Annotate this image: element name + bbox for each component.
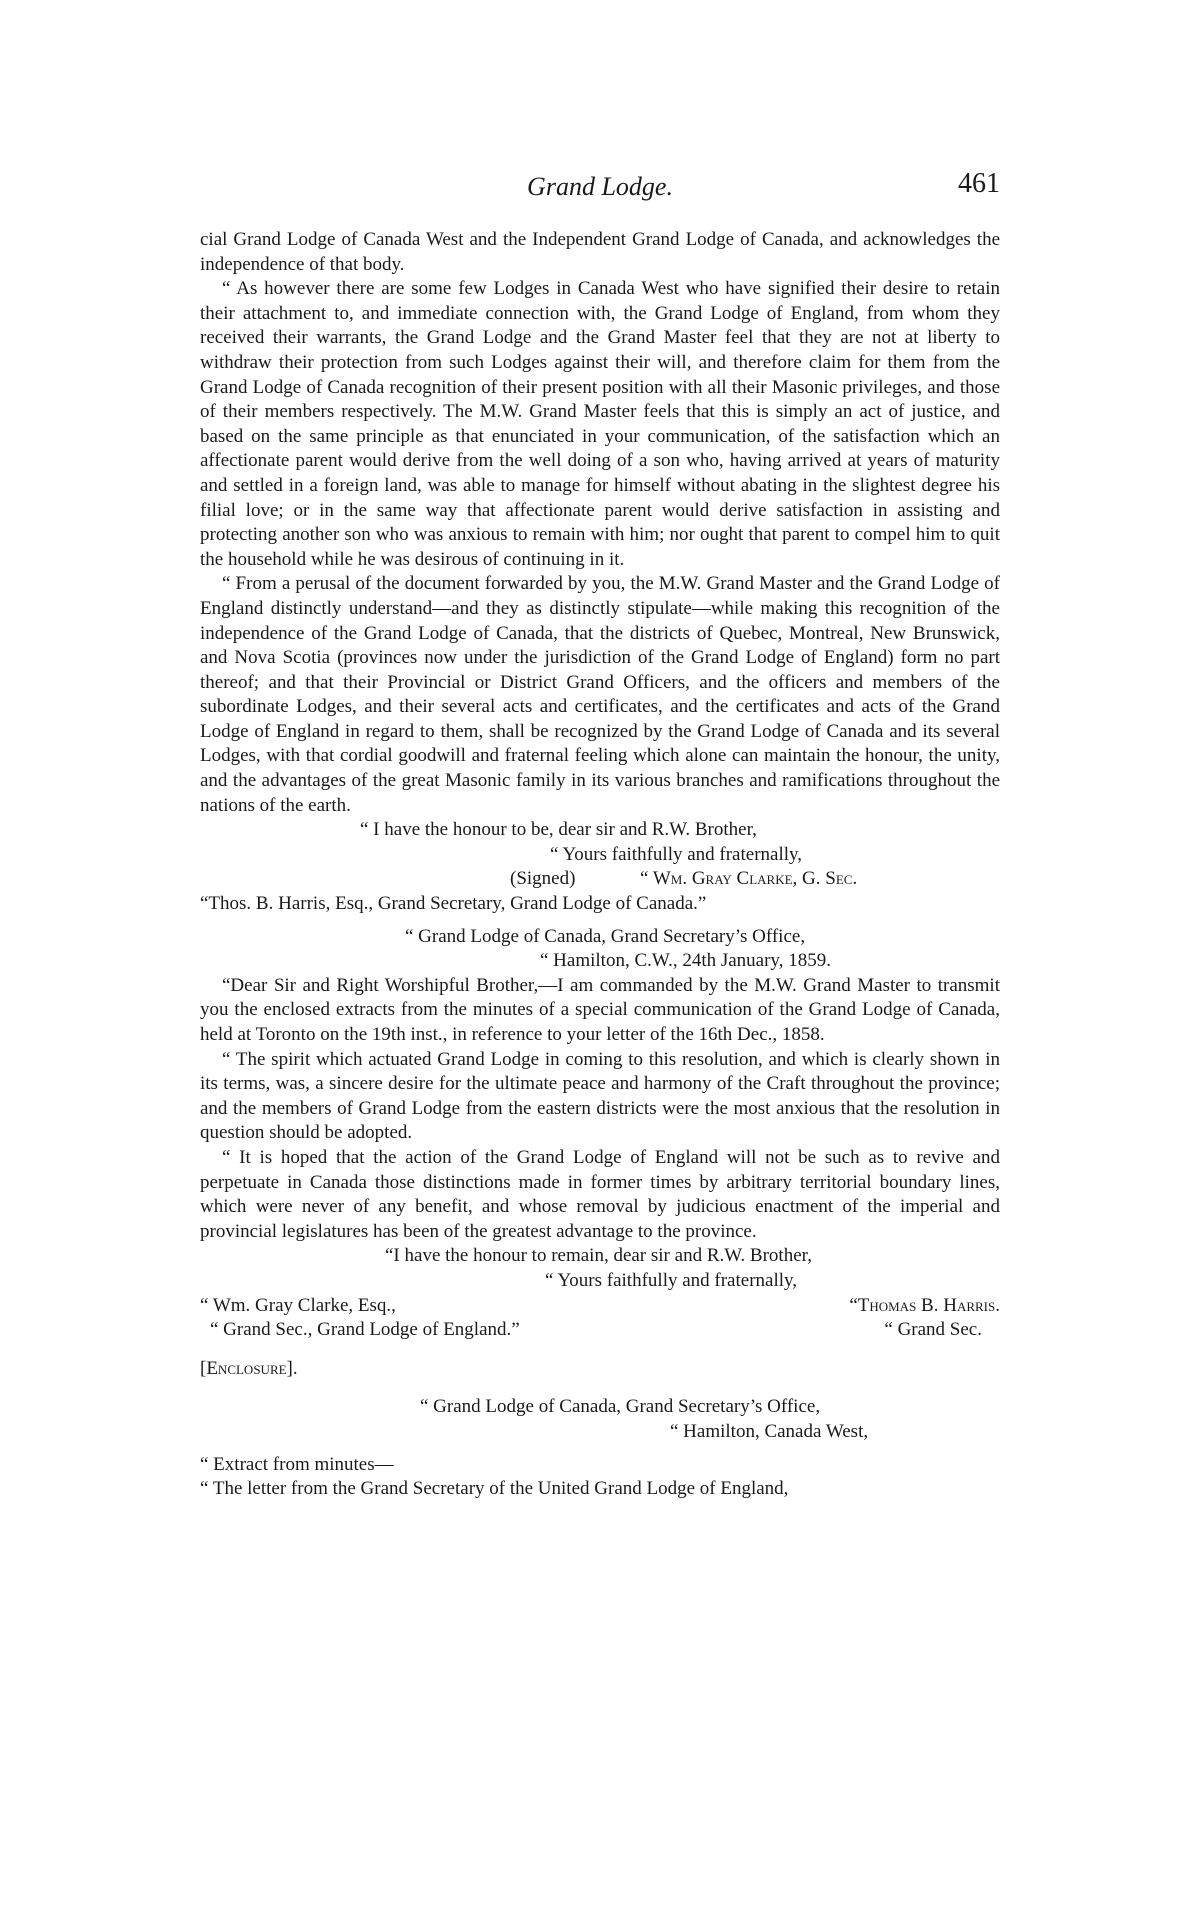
paragraph-continuation: cial Grand Lodge of Canada West and the Independent Grand Lodge of Canada, and acknowledges the independence of that body. bbox=[200, 229, 1000, 275]
addressee-grand-sec-england: “ Grand Sec., Grand Lodge of England.” bbox=[210, 1319, 520, 1341]
page-number: 461 bbox=[958, 168, 1000, 199]
signature-clarke: “ Wm. Gray Clarke, G. Sec. bbox=[640, 868, 858, 890]
paragraph-perusal-document: “ From a perusal of the document forwarded by you, the M.W. Grand Master and the Grand Lodge of England distinctly understand—and they as distinctly stipulate—while making this recognition of the independence of the Grand Lodge of Canada, that the districts of Quebec, Montreal, New Brunswick, and Nova Scotia (provinces now under the jurisdiction of the Grand Lodge of England) form no part thereof; and that their Provincial or District Grand Officers, and the officers and members of the subordinate Lodges, and their several acts and certificates, and the certificates and acts of the Grand Lodge of England in regard to them, shall be recognized by the Grand Lodge of Canada and its several Lodges, with that cordial goodwill and fraternal feeling which alone can maintain the honour, the unity, and the advantages of the great Masonic family in its various branches and ramifications throughout the nations of the earth. bbox=[200, 573, 1000, 816]
paragraph-lodges-canada-west: “ As however there are some few Lodges in Canada West who have signified their desire to retain their attachment to, and immediate connection with, the Grand Lodge of England, from whom they received their warrants, the Grand Lodge and the Grand Master feel that they are not at liberty to withdraw their protection from such Lodges against their will, and therefore claim for them from the Grand Lodge of Canada recognition of their present position with all their Masonic privileges, and those of their members respectively. The M.W. Grand Master feels that this is simply an act of justice, and based on the same principle as that enunciated in your communication, of the satisfaction which an affectionate parent would derive from the well doing of a son who, having arrived at years of maturity and settled in a foreign land, was able to manage for himself without abating in the slightest degree his filial love; or in the same way that affectionate parent would derive satisfaction in assisting and protecting another son who was anxious to remain with him; nor ought that parent to compel him to quit the household while he was desirous of continuing in it. bbox=[200, 278, 1000, 570]
enclosure-letter: “ The letter from the Grand Secretary of the United Grand Lodge of England, bbox=[200, 1478, 789, 1500]
enclosure-label: [Enclosure]. bbox=[200, 1357, 298, 1379]
closing-yours-line: “ Yours faithfully and fraternally, bbox=[550, 843, 803, 865]
paragraph-dear-sir: “Dear Sir and Right Worshipful Brother,—I am commanded by the M.W. Grand Master to transmit you the enclosed extracts from the minutes of a special communication of the Grand Lodge of Canada, held at Toronto on the 19th inst., in reference to your letter of the 16th Dec., 1858. bbox=[200, 974, 1000, 1045]
letter-heading-place-date: “ Hamilton, C.W., 24th January, 1859. bbox=[540, 950, 831, 972]
signature-row-2 bbox=[200, 1318, 1000, 1343]
page-header bbox=[200, 168, 1000, 208]
enclosure-office: “ Grand Lodge of Canada, Grand Secretary’s Office, bbox=[420, 1396, 821, 1418]
closing2-honour-line: “I have the honour to remain, dear sir and R.W. Brother, bbox=[385, 1245, 812, 1267]
running-title: Grand Lodge. bbox=[527, 172, 673, 201]
paragraph-spirit: “ The spirit which actuated Grand Lodge in coming to this resolution, and which is clearly shown in its terms, was, a sincere desire for the ultimate peace and harmony of the Craft throughout the province; and the members of Grand Lodge from the eastern districts were the most anxious that the resolution in question should be adopted. bbox=[200, 1048, 1000, 1144]
addressee-harris: “Thos. B. Harris, Esq., Grand Secretary, Grand Lodge of Canada.” bbox=[200, 893, 707, 915]
signature-row-1 bbox=[200, 1294, 1000, 1319]
signature-harris: “Thomas B. Harris. bbox=[849, 1294, 1000, 1316]
enclosure-place: “ Hamilton, Canada West, bbox=[670, 1420, 869, 1442]
addressee-clarke: “ Wm. Gray Clarke, Esq., bbox=[200, 1294, 396, 1316]
page-body bbox=[200, 228, 1000, 1502]
closing2-yours-line: “ Yours faithfully and fraternally, bbox=[545, 1269, 798, 1291]
paragraph-hoped: “ It is hoped that the action of the Grand Lodge of England will not be such as to revive and perpetuate in Canada those distinctions made in former times by arbitrary territorial boundary lines, which were never of any benefit, and whose removal by judicious enactment of the imperial and provincial legislatures has been of the greatest advantage to the province. bbox=[200, 1146, 1000, 1242]
enclosure-extract: “ Extract from minutes— bbox=[200, 1453, 394, 1475]
signed-line bbox=[200, 867, 1000, 892]
signed-label: (Signed) bbox=[510, 868, 576, 890]
signature-grand-sec: “ Grand Sec. bbox=[884, 1319, 982, 1341]
letter-heading-office: “ Grand Lodge of Canada, Grand Secretary’s Office, bbox=[405, 925, 806, 947]
closing-honour-line: “ I have the honour to be, dear sir and R.W. Brother, bbox=[360, 819, 757, 841]
